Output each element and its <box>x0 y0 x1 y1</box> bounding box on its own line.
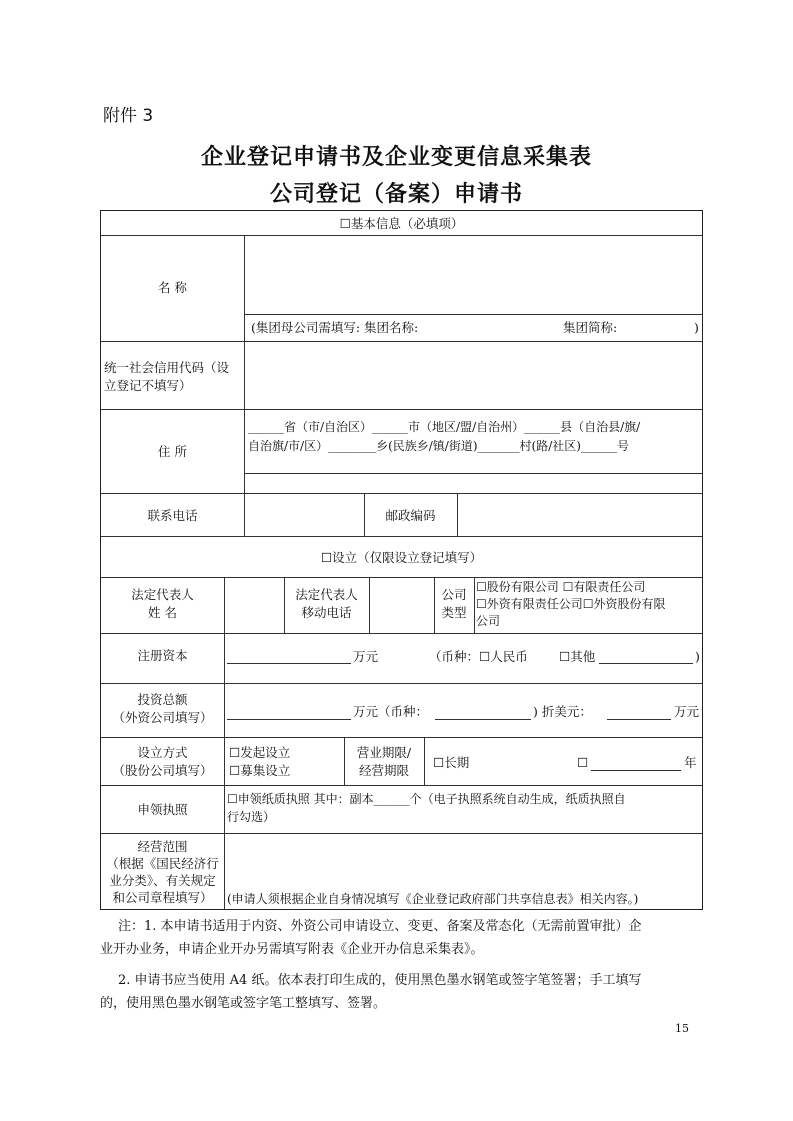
note-2-line-1: 2. 申请书应当使用 A4 纸。依本表打印生成的，使用黑色墨水钢笔或签字笔签署；手工填写 <box>118 973 642 988</box>
group-name-note: (集团母公司需填写: 集团名称: <box>251 320 419 335</box>
license-text-2: 行勾选） <box>227 810 276 824</box>
currency-close: ) <box>695 649 700 664</box>
group-close: ) <box>694 320 699 335</box>
credit-code-label-2: 立登记不填写） <box>104 378 192 393</box>
scope-label-3: 业分类》、有关规定 <box>109 873 216 888</box>
group-short-label: 集团简称: <box>563 320 618 335</box>
legal-rep-name-label-1: 法定代表人 <box>131 587 194 602</box>
term-year-unit: 年 <box>684 755 697 770</box>
term-long-option[interactable]: ☐长期 <box>433 755 470 770</box>
basic-info-header[interactable]: ☐基本信息（必填项） <box>339 216 464 231</box>
investment-usd-unit: 万元 <box>674 704 700 719</box>
method-label-1: 设立方式 <box>137 745 188 760</box>
note-1-line-2: 业开办业务，申请企业开办另需填写附表《企业开办信息采集表》。 <box>100 942 484 957</box>
note-1-line-1: 注：1. 本申请书适用于内资、外资公司申请设立、变更、备案及常态化（无需前置审批）企 <box>118 919 642 934</box>
capital-unit: 万元 <box>353 649 379 664</box>
setup-header[interactable]: ☐设立（仅限设立登记填写） <box>320 550 483 565</box>
scope-label-2: （根据《国民经济行 <box>106 856 219 871</box>
form-subtitle: 公司登记（备案）申请书 <box>269 181 523 207</box>
license-text-1[interactable]: ☐申领纸质执照 其中：副本______个（电子执照系统自动生成，纸质执照自 <box>227 792 626 806</box>
method-option-initiate[interactable]: ☐发起设立 <box>229 745 291 760</box>
postcode-label: 邮政编码 <box>385 508 436 523</box>
address-label: 住 所 <box>158 444 187 459</box>
currency-other[interactable]: ☐其他 <box>559 649 596 664</box>
company-type-options-1[interactable]: ☐股份有限公司 ☐有限责任公司 <box>476 580 646 594</box>
scope-label-4: 和公司章程填写） <box>112 890 213 905</box>
scope-note: (申请人须根据企业自身情况填写《企业登记政府部门共享信息表》相关内容。) <box>227 892 639 906</box>
legal-rep-name-label-2: 姓 名 <box>148 605 177 620</box>
investment-label-2: （外资公司填写） <box>112 710 213 725</box>
capital-label: 注册资本 <box>137 648 188 663</box>
note-2-line-2: 的，使用黑色墨水钢笔或签字笔工整填写、签署。 <box>100 996 387 1011</box>
license-label: 申领执照 <box>137 802 188 817</box>
legal-rep-phone-label-2: 移动电话 <box>301 605 352 620</box>
credit-code-label-1: 统一社会信用代码（设 <box>104 360 230 375</box>
investment-label-1: 投资总额 <box>137 692 188 707</box>
company-type-label-2: 类型 <box>441 605 467 620</box>
company-type-options-2[interactable]: ☐外资有限责任公司☐外资股份有限 <box>476 597 666 611</box>
method-label-2: （股份公司填写） <box>112 763 213 778</box>
investment-usd-label: ) 折美元： <box>533 704 592 719</box>
address-line-1: ______省（市/自治区）______市（地区/盟/自治州）______县（自治县/旗/ <box>248 420 641 434</box>
address-line-2: 自治旗/市/区）________乡(民族乡/镇/街道)_______村(路/社区)______号 <box>248 439 629 453</box>
form-title: 企业登记申请书及企业变更信息采集表 <box>200 144 592 170</box>
phone-label: 联系电话 <box>147 508 198 523</box>
term-label-2: 经营期限 <box>358 763 409 778</box>
page-number: 15 <box>675 1022 689 1035</box>
term-years-checkbox[interactable]: ☐ <box>577 755 589 770</box>
legal-rep-phone-label-1: 法定代表人 <box>295 587 358 602</box>
company-type-label-1: 公司 <box>441 587 467 602</box>
application-form <box>100 210 703 910</box>
scope-label-1: 经营范围 <box>137 839 188 854</box>
company-type-options-3: 公司 <box>476 614 501 628</box>
investment-unit: 万元（币种： <box>353 704 429 719</box>
name-label: 名 称 <box>158 280 187 295</box>
method-option-raise[interactable]: ☐募集设立 <box>229 763 291 778</box>
currency-label[interactable]: （币种：☐人民币 <box>429 649 528 664</box>
term-label-1: 营业期限/ <box>356 745 412 760</box>
attachment-label: 附件 3 <box>103 106 154 126</box>
